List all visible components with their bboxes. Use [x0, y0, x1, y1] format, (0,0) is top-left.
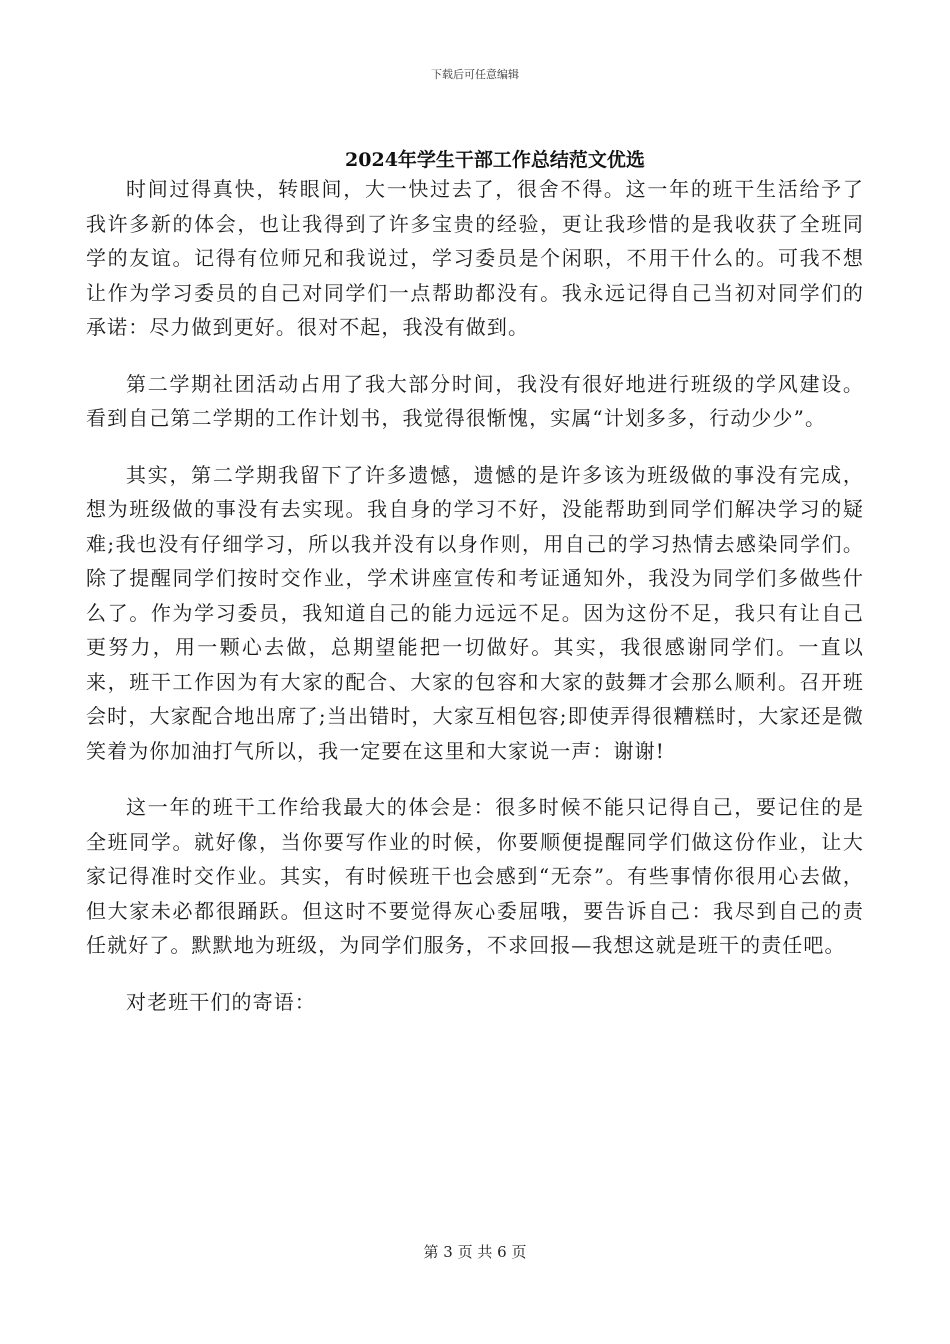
paragraph: 时间过得真快，转眼间，大一快过去了，很舍不得。这一年的班干生活给予了我许多新的体会，也让我得到了许多宝贵的经验，更让我珍惜的是我收获了全班同学的友谊。记得有位师兄和我说过，学习委员是个闲职，不用干什么的。可我不想让作为学习委员的自己对同学们一点帮助都没有。我永远记得自己当初对同学们的承诺：尽力做到更好。很对不起，我没有做到。 [86, 177, 864, 339]
document-title: 2024年学生干部工作总结范文优选 [345, 149, 645, 171]
header-note: 下载后可任意编辑 [431, 68, 519, 81]
paragraph: 对老班干们的寄语： [126, 989, 316, 1014]
paragraph: 第二学期社团活动占用了我大部分时间，我没有很好地进行班级的学风建设。看到自己第二学期的工作计划书，我觉得很惭愧，实属“计划多多，行动少少”。 [86, 371, 864, 430]
document-body [86, 172, 864, 1041]
paragraph: 其实，第二学期我留下了许多遗憾，遗憾的是许多该为班级做的事没有完成，想为班级做的事没有去实现。我自身的学习不好，没能帮助到同学们解决学习的疑难;我也没有仔细学习，所以我并没有以身作则，用自己的学习热情去感染同学们。除了提醒同学们按时交作业，学术讲座宣传和考证通知外，我没为同学们多做些什么了。作为学习委员，我知道自己的能力远远不足。因为这份不足，我只有让自己更努力，用一颗心去做，总期望能把一切做好。其实，我很感谢同学们。一直以来，班干工作因为有大家的配合、大家的包容和大家的鼓舞才会那么顺利。召开班会时，大家配合地出席了;当出错时，大家互相包容;即使弄得很糟糕时，大家还是微笑着为你加油打气所以，我一定要在这里和大家说一声：谢谢! [86, 462, 864, 763]
paragraph: 这一年的班干工作给我最大的体会是：很多时候不能只记得自己，要记住的是全班同学。就好像，当你要写作业的时候，你要顺便提醒同学们做这份作业，让大家记得准时交作业。其实，有时候班干也会感到“无奈”。有些事情你很用心去做，但大家未必都很踊跃。但这时不要觉得灰心委屈哦，要告诉自己：我尽到自己的责任就好了。默默地为班级，为同学们服务，不求回报—我想这就是班干的责任吧。 [86, 795, 864, 957]
page-number: 第 3 页 共 6 页 [423, 1243, 527, 1261]
